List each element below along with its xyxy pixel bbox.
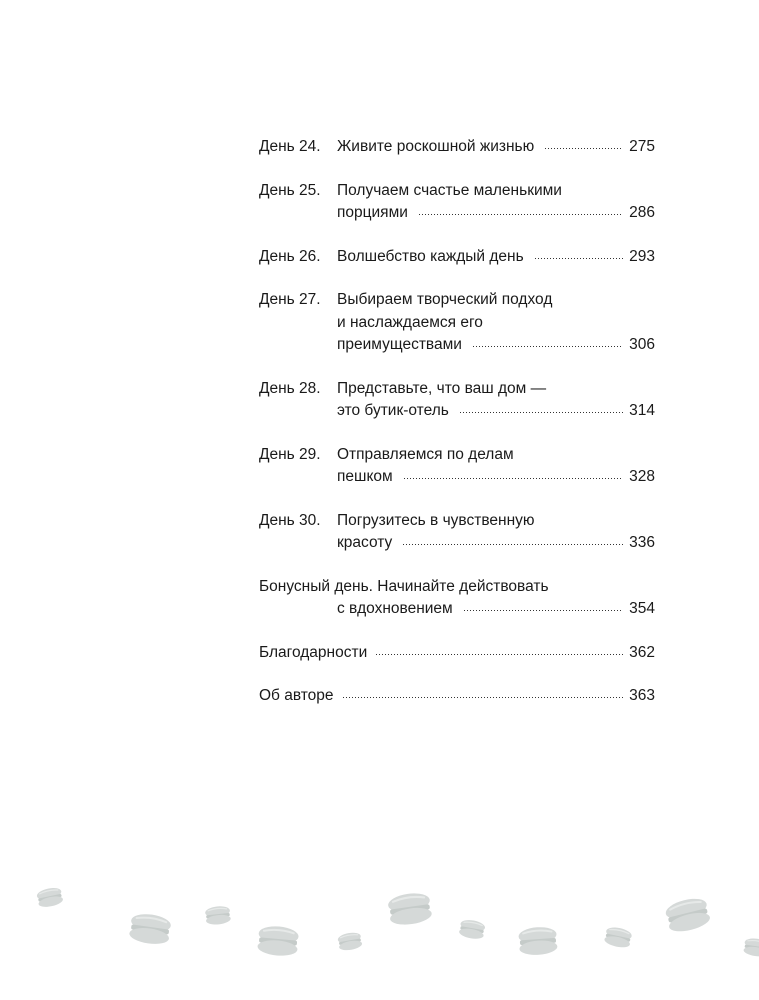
macaron-icon [743, 937, 759, 958]
toc-entry-day-26[interactable] [259, 246, 655, 269]
toc-entry-about-author[interactable] [259, 685, 655, 708]
toc-entry-title-line: Выбираем творческий подход [337, 291, 553, 308]
toc-entry-title-line: это бутик-отель [337, 402, 449, 419]
toc-entry-acknowledgements[interactable] [259, 642, 655, 665]
toc-entry-title-line: и наслаждаемся его [337, 313, 483, 331]
toc-entry-title: Об авторе [259, 687, 334, 704]
toc-entry-title-line: Бонусный день. Начинайте действовать [259, 577, 549, 595]
toc-entry-title: Живите роскошной жизнью [337, 138, 535, 155]
toc-entry-number: День 25. [259, 181, 321, 199]
toc-entry-page: 354 [629, 600, 655, 617]
toc-entry-day-28[interactable] [259, 378, 655, 423]
dot-leader [463, 609, 623, 613]
toc-entry-page: 336 [629, 534, 655, 551]
macaron-icon [458, 918, 486, 940]
toc-entry-number: День 24. [259, 138, 321, 155]
toc-entry-number: День 26. [259, 247, 321, 265]
macaron-icon [664, 895, 712, 935]
dot-leader [342, 696, 624, 700]
dot-leader [544, 147, 623, 151]
toc-entry-page: 293 [629, 247, 655, 265]
macaron-icon [518, 926, 558, 956]
dot-leader [534, 257, 623, 261]
toc-entry-day-30[interactable] [259, 510, 655, 555]
toc-entry-title: Волшебство каждый день [337, 247, 524, 265]
toc-entry-day-29[interactable] [259, 444, 655, 489]
macaron-icon [205, 905, 232, 925]
toc-entry-title-line: Получаем счастье маленькими [337, 181, 562, 199]
toc-entry-title: Благодарности [259, 643, 368, 661]
dot-leader [375, 653, 623, 657]
toc-entry-title-line: Представьте, что ваш дом — [337, 379, 547, 397]
macaron-icon [257, 925, 299, 957]
dot-leader [403, 477, 623, 481]
toc-entry-title-line: с вдохновением [337, 600, 453, 617]
toc-entry-number: День 29. [259, 445, 321, 463]
toc-entry-page: 314 [629, 402, 655, 419]
dot-leader [402, 543, 623, 547]
toc-entry-page: 275 [629, 138, 655, 155]
dot-leader [418, 213, 623, 217]
toc-entry-page: 362 [629, 643, 655, 661]
toc-entry-title-line: Отправляемся по делам [337, 445, 514, 463]
dot-leader [459, 411, 623, 415]
toc-entry-title-line: пешком [337, 468, 393, 485]
macaron-icon [128, 912, 172, 946]
toc-entry-day-27[interactable] [259, 289, 655, 357]
dot-leader [472, 345, 623, 349]
toc-entry-title-line: Погрузитесь в чувственную [337, 511, 535, 529]
toc-entry-bonus-day[interactable] [259, 576, 655, 621]
macaron-icon [387, 891, 433, 927]
toc-entry-number: День 28. [259, 379, 321, 397]
toc-entry-page: 363 [629, 687, 655, 704]
toc-entry-page: 328 [629, 468, 655, 485]
toc-entry-title-line: преимуществами [337, 336, 462, 353]
macaron-decoration [0, 870, 759, 1000]
toc-entry-page: 306 [629, 336, 655, 353]
toc-entry-day-25[interactable] [259, 180, 655, 225]
macaron-icon [36, 886, 64, 909]
toc-entry-number: День 27. [259, 291, 321, 308]
toc-entry-title-line: красоту [337, 534, 393, 551]
toc-entry-day-24[interactable] [259, 136, 655, 159]
toc-entry-title-line: порциями [337, 204, 408, 221]
table-of-contents [259, 136, 655, 729]
toc-entry-page: 286 [629, 204, 655, 221]
macaron-icon [603, 925, 632, 949]
toc-entry-number: День 30. [259, 511, 321, 529]
macaron-icon [337, 931, 363, 952]
